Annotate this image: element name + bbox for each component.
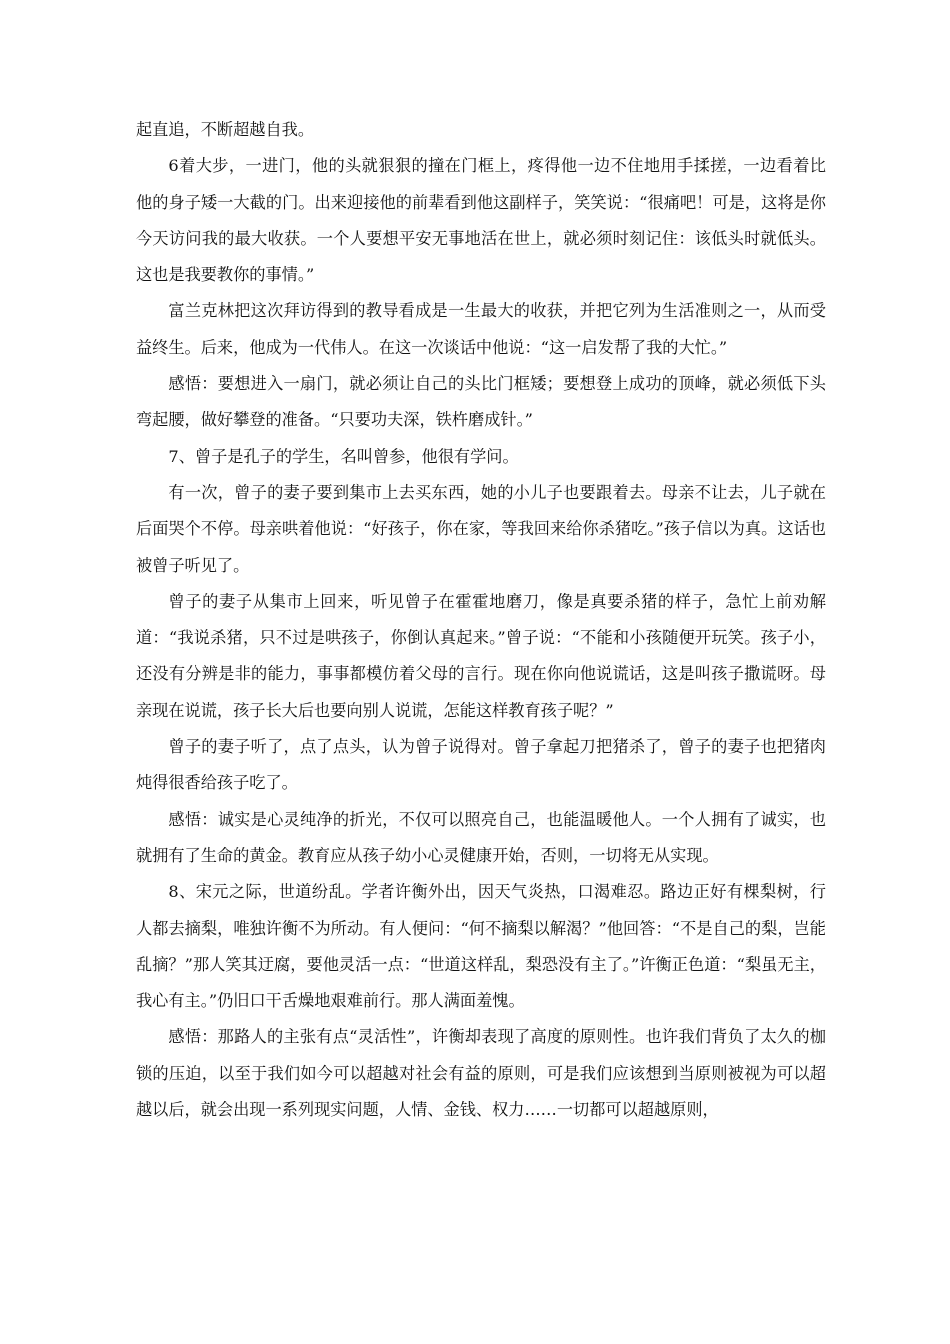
paragraph-reflection-6: 感悟：要想进入一扇门，就必须让自己的头比门框矮；要想登上成功的顶峰，就必须低下头弯起腰，做好攀登的准备。“只要功夫深，铁杵磨成针。” — [136, 374, 826, 430]
paragraph-continuation: 起直追，不断超越自我。 — [136, 120, 315, 139]
paragraph-reflection-8: 感悟：那路人的主张有点“灵活性”，许衡却表现了高度的原则性。也许我们背负了太久的枷锁的压迫，以至于我们如今可以超越对社会有益的原则，可是我们应该想到当原则被视为可以超越以后，就会出现一系列现实问题，人情、金钱、权力……一切都可以超越原则， — [136, 1027, 826, 1120]
paragraph-franklin: 富兰克林把这次拜访得到的教导看成是一生最大的收获，并把它列为生活准则之一，从而受益终生。后来，他成为一代伟人。在这一次谈话中他说：“这一启发帮了我的大忙。” — [136, 301, 826, 357]
paragraph-story-7-heading: 7、曾子是孔子的学生，名叫曾参，他很有学问。 — [168, 446, 519, 466]
paragraph-reflection-7: 感悟：诚实是心灵纯净的折光，不仅可以照亮自己，也能温暖他人。一个人拥有了诚实，也就拥有了生命的黄金。教育应从孩子幼小心灵健康开始，否则，一切将无从实现。 — [136, 809, 826, 865]
paragraph-story-6: 6着大步，一进门，他的头就狠狠的撞在门框上，疼得他一边不住地用手揉搓，一边看着比他的身子矮一大截的门。出来迎接他的前辈看到他这副样子，笑笑说：“很痛吧！可是，这将是你今天访问我的最大收获。一个人要想平安无事地活在世上，就必须时刻记住：该低头时就低头。这也是我要教你的事情。” — [136, 156, 826, 285]
document-body — [136, 112, 826, 1128]
paragraph-story-7-part-1: 有一次，曾子的妻子要到集市上去买东西，她的小儿子也要跟着去。母亲不让去，儿子就在后面哭个不停。母亲哄着他说：“好孩子，你在家，等我回来给你杀猪吃。”孩子信以为真。这话也被曾子听见了。 — [136, 482, 826, 575]
paragraph-story-7-part-3: 曾子的妻子听了，点了点头，认为曾子说得对。曾子拿起刀把猪杀了，曾子的妻子也把猪肉炖得很香给孩子吃了。 — [136, 737, 826, 793]
paragraph-story-7-part-2: 曾子的妻子从集市上回来，听见曾子在霍霍地磨刀，像是真要杀猪的样子，急忙上前劝解道：“我说杀猪，只不过是哄孩子，你倒认真起来。”曾子说：“不能和小孩随便开玩笑。孩子小，还没有分辨是非的能力，事事都模仿着父母的言行。现在你向他说谎话，这是叫孩子撒谎呀。母亲现在说谎，孩子长大后也要向别人说谎，怎能这样教育孩子呢？” — [136, 591, 826, 720]
paragraph-story-8: 8、宋元之际，世道纷乱。学者许衡外出，因天气炎热，口渴难忍。路边正好有棵梨树，行人都去摘梨，唯独许衡不为所动。有人便问：“何不摘梨以解渴？”他回答：“不是自己的梨，岂能乱摘？”那人笑其迂腐，要他灵活一点：“世道这样乱，梨恐没有主了。”许衡正色道：“梨虽无主，我心有主。”仍旧口干舌燥地艰难前行。那人满面羞愧。 — [136, 882, 826, 1011]
